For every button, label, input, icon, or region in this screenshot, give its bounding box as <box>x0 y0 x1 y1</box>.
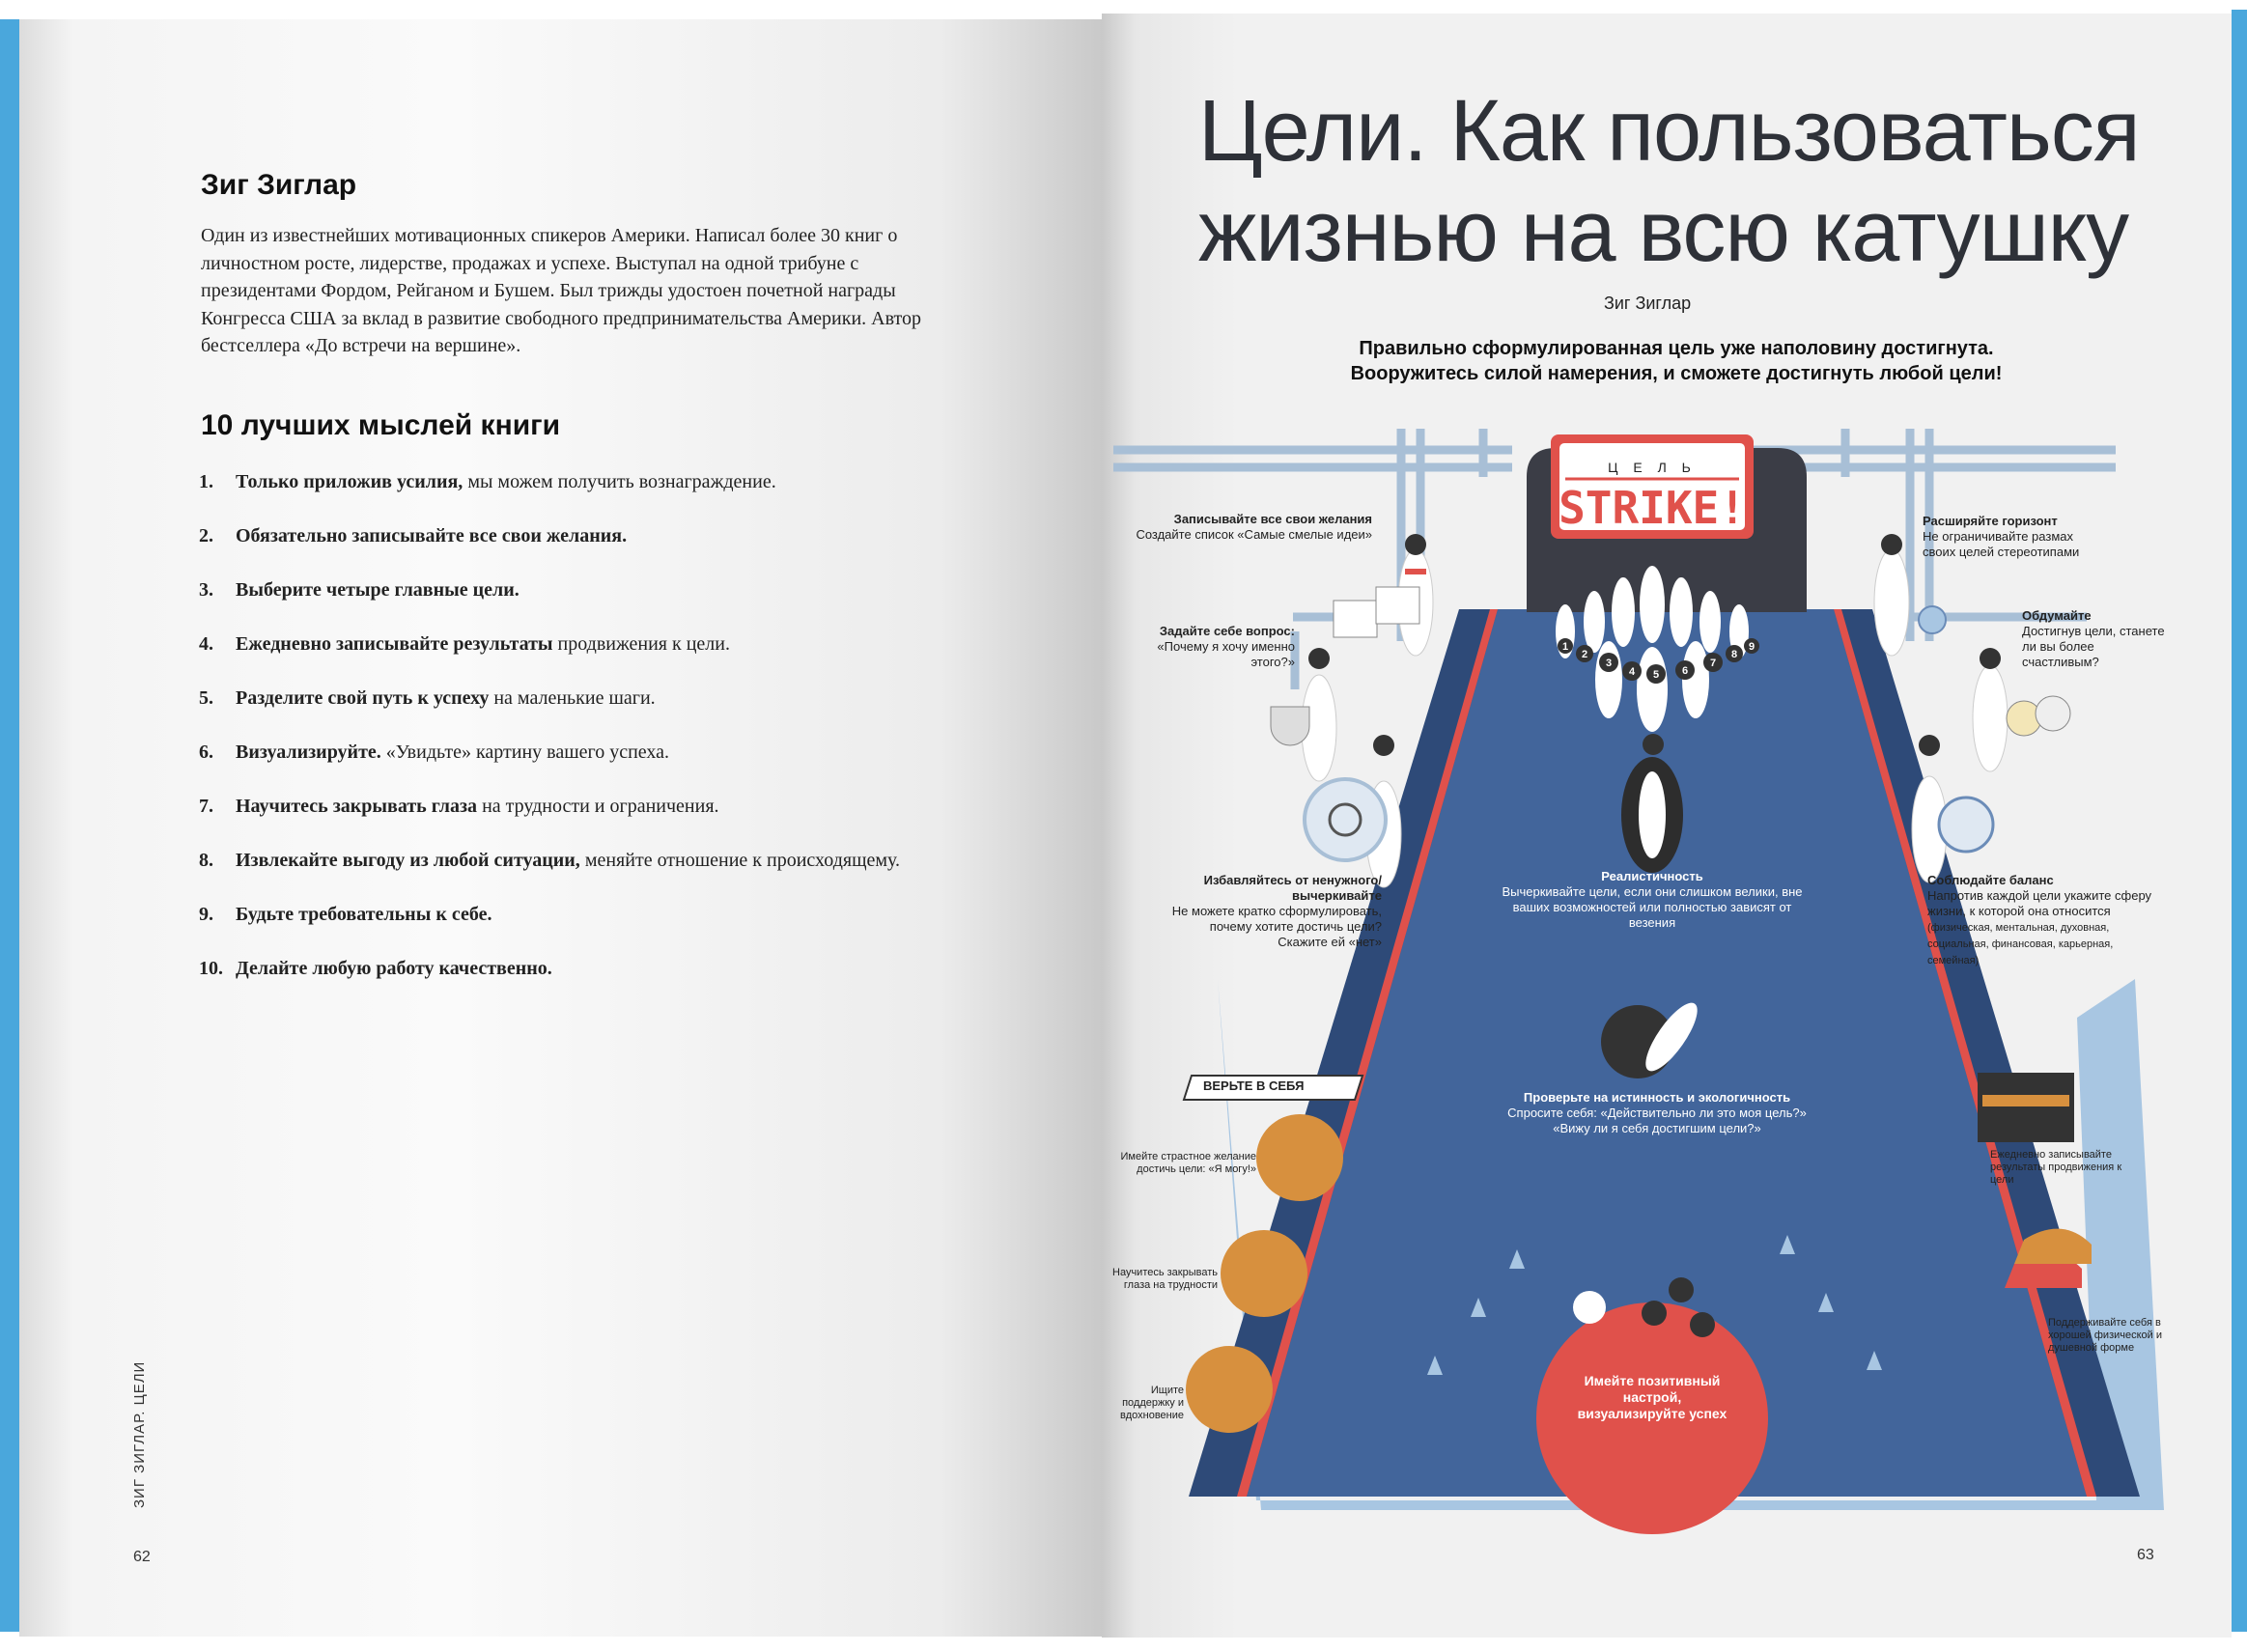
label-cross-out <box>1160 873 1382 950</box>
item-text: меняйте отношение к происходящему. <box>579 850 901 871</box>
label-ball-passion: Имейте страстное желание достичь цели: «Я могу!» <box>1120 1151 1256 1175</box>
believe-banner-text: ВЕРЬТЕ В СЕБЯ <box>1203 1078 1305 1093</box>
ball-finger-hole <box>1642 1301 1667 1326</box>
label-realism <box>1493 869 1812 931</box>
title-line: жизнью на всю катушку <box>1198 183 2129 280</box>
label-text: Не ограничивайте размах своих целей стереотипами <box>1923 529 2080 559</box>
item-number: 6. <box>199 742 213 763</box>
ball-shine <box>1573 1291 1606 1324</box>
item-text: продвижения к цели. <box>552 633 730 655</box>
item-bold-text: Будьте требовательны к себе. <box>236 904 492 925</box>
label-text: Вычеркивайте цели, если они слишком велики, вне ваших возможностей или полностью зависят от везения <box>1502 884 1803 930</box>
pin-number: 5 <box>1652 669 1660 681</box>
label-expand-horizon <box>1923 514 2106 560</box>
label-check-truth <box>1498 1090 1816 1136</box>
list-item <box>199 958 900 1012</box>
label-ball-close-eyes: Научитесь закрывать глаза на трудности <box>1112 1267 1218 1291</box>
item-text: «Увидьте» картину вашего успеха. <box>380 742 670 763</box>
item-number: 7. <box>199 796 213 817</box>
browser-window-icon <box>1376 587 1419 624</box>
item-bold-text: Ежедневно записывайте результаты <box>236 633 553 655</box>
label-text: Спросите себя: «Действительно ли это моя цель?» «Вижу ли я себя достигшим цели?» <box>1507 1106 1807 1135</box>
label-title: Избавляйтесь от ненужного/вычеркивайте <box>1203 873 1382 903</box>
label-text: Создайте список «Самые смелые идеи» <box>1136 527 1372 542</box>
list-item <box>199 579 900 633</box>
pin-number: 7 <box>1709 658 1717 669</box>
book-spine-right <box>2232 10 2247 1632</box>
item-text: на маленькие шаги. <box>489 687 656 709</box>
item-number: 3. <box>199 579 213 601</box>
label-title: Расширяйте горизонт <box>1923 514 2058 528</box>
list-item <box>199 742 900 796</box>
left-page <box>19 19 1102 1637</box>
author-bio: Один из известнейших мотивационных спикеров Америки. Написал более 30 книг о личностном росте, лидерстве, продажах и успехе. Выступал на одной трибуне с президентами Фордом, Рейганом и Бушем. Был трижды удостоен почетной награды Конгресса США за вклад в развитие свободного предпринимательства Америки. Автор бестселлера «До встречи на вершине». <box>201 225 922 356</box>
item-bold-text: Разделите свой путь к успеху <box>236 687 490 709</box>
label-title: Соблюдайте баланс <box>1927 873 2054 887</box>
page-number-right: 63 <box>2137 1547 2154 1563</box>
label-think-over <box>2022 608 2167 670</box>
thoughts-list <box>199 471 900 1012</box>
list-item <box>199 633 900 687</box>
list-item <box>199 796 900 850</box>
sign-main-text: STRIKE! <box>1559 482 1746 534</box>
network-hub-icon <box>1919 606 1946 633</box>
label-note: (физическая, ментальная, духовная, социальная, финансовая, карьерная, семейная) <box>1927 922 2114 966</box>
item-number: 10. <box>199 958 223 979</box>
pin-number: 3 <box>1605 658 1613 669</box>
page-number-left: 62 <box>133 1549 151 1565</box>
label-ask-yourself <box>1121 624 1295 670</box>
item-bold-text: Визуализируйте. <box>236 742 381 763</box>
label-scoresheet: Ежедневно записывайте результаты продвижения к цели <box>1990 1149 2122 1186</box>
item-text: на трудности и ограничения. <box>477 796 719 817</box>
author-name: Зиг Зиглар <box>201 169 357 201</box>
pin-number: 6 <box>1681 665 1689 677</box>
infographic-tagline <box>1227 336 2125 386</box>
item-bold-text: Обязательно записывайте все свои желания. <box>236 525 628 546</box>
pin-number: 9 <box>1748 641 1755 653</box>
browser-window-icon <box>1334 601 1377 637</box>
white-bowling-pin <box>1639 771 1666 858</box>
tagline-line: Правильно сформулированная цель уже наполовину достигнута. <box>1359 338 1994 359</box>
tagline-line: Вооружитесь силой намерения, и сможете достигнуть любой цели! <box>1350 363 2003 384</box>
label-ball-support: Ищите поддержку и вдохновение <box>1120 1385 1184 1421</box>
scoresheet-icon <box>1978 1073 2074 1142</box>
ball-finger-hole <box>1669 1277 1694 1302</box>
orange-ball-icon <box>1186 1346 1273 1433</box>
list-item <box>199 687 900 742</box>
infographic-author: Зиг Зиглар <box>1604 294 1692 313</box>
trophy-icon <box>1271 707 1309 745</box>
item-number: 9. <box>199 904 213 925</box>
ball-finger-hole <box>1690 1312 1715 1337</box>
scoresheet-row <box>1982 1095 2069 1106</box>
book-spine-left <box>0 19 19 1632</box>
item-number: 2. <box>199 525 213 546</box>
item-bold-text: Научитесь закрывать глаза <box>236 796 478 817</box>
label-text: Достигнув цели, станете ли вы более счастливым? <box>2022 624 2165 669</box>
item-number: 8. <box>199 850 213 871</box>
label-text: Не можете кратко сформулировать, почему хотите достичь цели? Скажите ей «нет» <box>1171 904 1382 949</box>
sign-top-text: Ц Е Л Ь <box>1608 460 1697 475</box>
pin-badge-7 <box>1643 734 1664 755</box>
sad-face-icon <box>2036 696 2070 731</box>
item-bold-text: Извлекайте выгоду из любой ситуации, <box>236 850 580 871</box>
list-item <box>199 850 900 904</box>
label-text: «Почему я хочу именно этого?» <box>1157 639 1295 669</box>
orange-ball-icon <box>1256 1114 1343 1201</box>
label-title: Обдумайте <box>2022 608 2092 623</box>
balance-scale-icon <box>1939 798 1993 852</box>
label-balance <box>1927 873 2159 968</box>
label-title: Реалистичность <box>1601 869 1703 883</box>
label-title: Проверьте на истинность и экологичность <box>1523 1090 1791 1105</box>
label-title: Записывайте все свои желания <box>1173 512 1372 526</box>
right-page <box>1102 14 2232 1638</box>
pin-number: 1 <box>1561 641 1569 653</box>
warning-circle-icon <box>1305 779 1386 860</box>
list-item <box>199 904 900 958</box>
item-text: мы можем получить вознаграждение. <box>463 471 776 492</box>
pin-number: 2 <box>1581 649 1588 660</box>
label-text: Напротив каждой цели укажите сферу жизни, к которой она относится <box>1927 888 2152 918</box>
item-number: 1. <box>199 471 213 492</box>
list-item <box>199 525 900 579</box>
label-write-wishes <box>1121 512 1372 543</box>
label-shoes: Поддерживайте себя в хорошей физической и душевной форме <box>2048 1317 2163 1354</box>
orange-ball-icon <box>1221 1230 1307 1317</box>
item-number: 5. <box>199 687 213 709</box>
item-bold-text: Делайте любую работу качественно. <box>236 958 552 979</box>
title-line: Цели. Как пользоваться <box>1198 83 2140 180</box>
running-title: ЗИГ ЗИГЛАР. ЦЕЛИ <box>131 1360 148 1508</box>
thoughts-heading: 10 лучших мыслей книги <box>201 409 561 441</box>
infographic-title <box>1198 81 2164 282</box>
label-big-ball: Имейте позитивный настрой, визуализируйте успех <box>1577 1373 1727 1421</box>
pin-number: 8 <box>1730 649 1738 660</box>
label-title: Задайте себе вопрос: <box>1159 624 1295 638</box>
item-bold-text: Только приложив усилия, <box>236 471 463 492</box>
pin-number: 4 <box>1628 666 1636 678</box>
item-bold-text: Выберите четыре главные цели. <box>236 579 520 601</box>
list-item <box>199 471 900 525</box>
item-number: 4. <box>199 633 213 655</box>
